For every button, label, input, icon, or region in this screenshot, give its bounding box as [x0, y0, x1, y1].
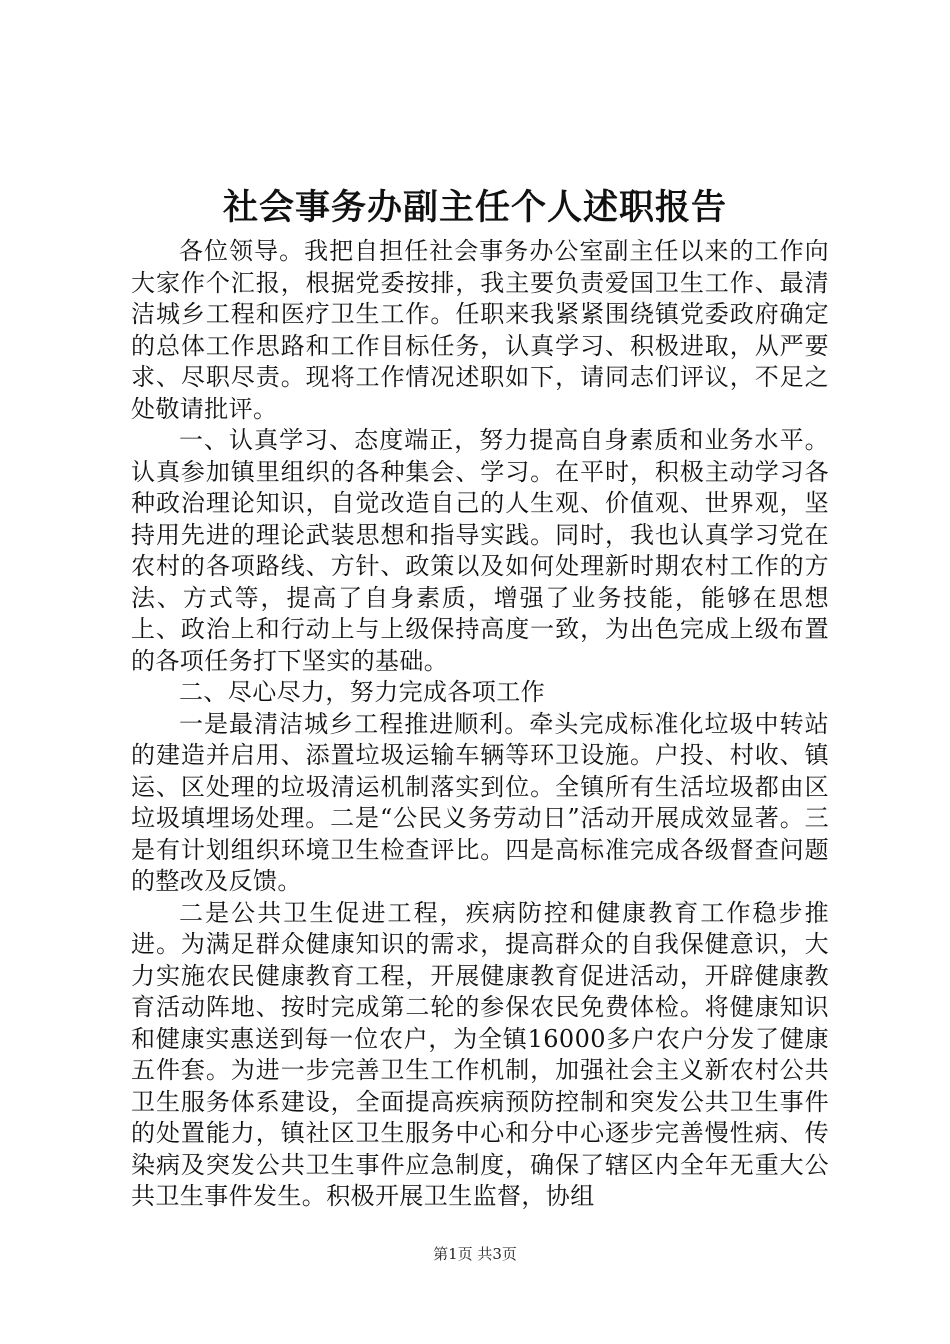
paragraph-section-one: 一、认真学习、态度端正，努力提高自身素质和业务水平。认真参加镇里组织的各种集会、学习。在平时，积极主动学习各种政治理论知识，自觉改造自己的人生观、价值观、世界观，坚持用先进的理论武装思想和指导实践。同时，我也认真学习党在农村的各项路线、方针、政策以及如何处理新时期农村工作的方法、方式等，提高了自身素质，增强了业务技能，能够在思想上、政治上和行动上与上级保持高度一致，为出色完成上级布置的各项任务打下坚实的基础。 [131, 426, 829, 675]
paragraph-public-health: 二是公共卫生促进工程，疾病防控和健康教育工作稳步推进。为满足群众健康知识的需求，提高群众的自我保健意识，大力实施农民健康教育工程，开展健康教育促进活动，开辟健康教育活动阵地、按时完成第二轮的参保农民免费体检。将健康知识和健康实惠送到每一位农户，为全镇16000多户农户分发了健康五件套。为进一步完善卫生工作机制，加强社会主义新农村公共卫生服务体系建设，全面提高疾病预防控制和突发公共卫生事件的处置能力，镇社区卫生服务中心和分中心逐步完善慢性病、传染病及突发公共卫生事件应急制度，确保了辖区内全年无重大公共卫生事件发生。积极开展卫生监督，协组 [131, 898, 829, 1210]
document-title: 社会事务办副主任个人述职报告 [222, 187, 727, 228]
paragraph-clean-project: 一是最清洁城乡工程推进顺利。牵头完成标准化垃圾中转站的建造并启用、添置垃圾运输车辆等环卫设施。户投、村收、镇运、区处理的垃圾清运机制落实到位。全镇所有生活垃圾都由区垃圾填埋场处理。二是“公民义务劳动日”活动开展成效显著。三是有计划组织环境卫生检查评比。四是高标准完成各级督查问题的整改及反馈。 [131, 709, 829, 895]
paragraph-section-two-heading: 二、尽心尽力，努力完成各项工作 [179, 678, 545, 706]
paragraph-intro: 各位领导。我把自担任社会事务办公室副主任以来的工作向大家作个汇报，根据党委按排，我主要负责爱国卫生工作、最清洁城乡工程和医疗卫生工作。任职来我紧紧围绕镇党委政府确定的总体工作思路和工作目标任务，认真学习、积极进取，从严要求、尽职尽责。现将工作情况述职如下，请同志们评议，不足之处敬请批评。 [131, 237, 829, 423]
page-number-footer: 第1页 共3页 [433, 1245, 517, 1263]
document-body [131, 236, 829, 1213]
